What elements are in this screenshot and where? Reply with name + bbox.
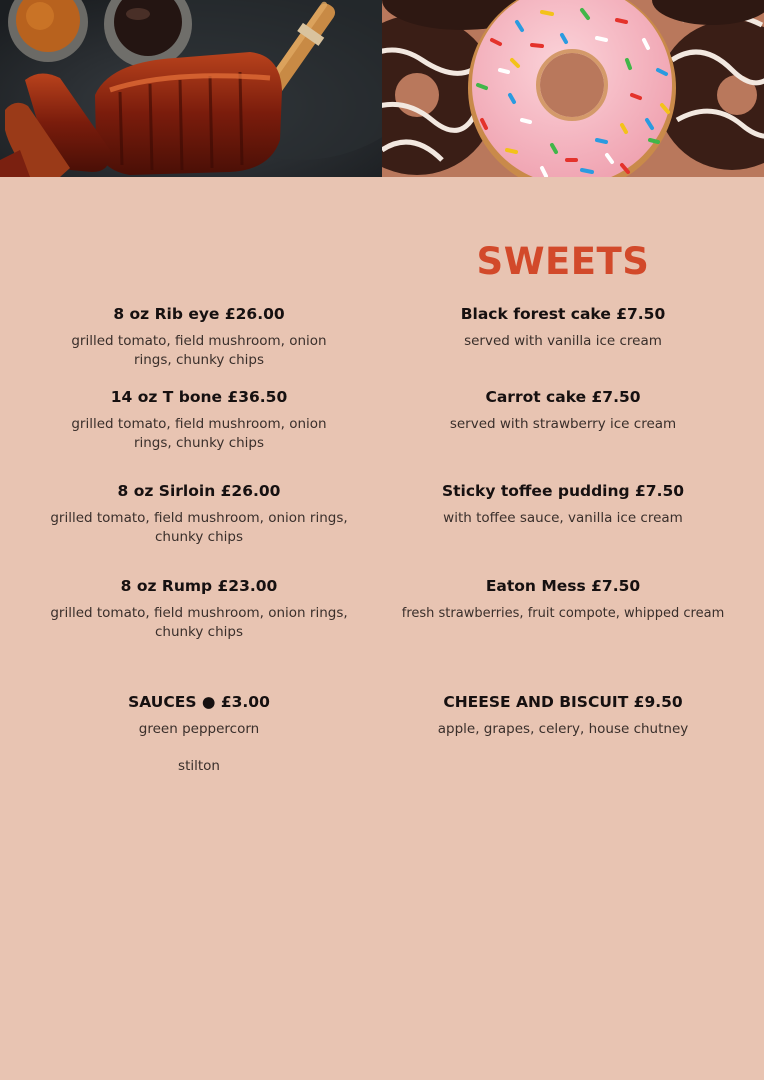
item-title: Sticky toffee pudding £7.50	[441, 482, 685, 500]
item-description: grilled tomato, field mushroom, onion rings, chunky chips	[50, 605, 348, 640]
item-title: Carrot cake £7.50	[485, 388, 641, 406]
cheese-title: CHEESE AND BISCUIT £9.50	[443, 693, 683, 711]
cheese-description: apple, grapes, celery, house chutney	[437, 721, 689, 737]
item-title: 14 oz T bone £36.50	[110, 388, 288, 406]
donuts-photo	[382, 0, 764, 177]
item-title: 8 oz Sirloin £26.00	[117, 482, 281, 500]
item-description: grilled tomato, field mushroom, onion rings, chunky chips	[71, 416, 327, 451]
item-description: with toffee sauce, vanilla ice cream	[443, 510, 683, 526]
sauces-section	[30, 692, 368, 776]
item-description: grilled tomato, field mushroom, onion rings, chunky chips	[71, 333, 327, 368]
sweet-item	[396, 481, 730, 528]
sweet-item	[396, 387, 730, 434]
item-description: fresh strawberries, fruit compote, whipped cream	[401, 606, 725, 621]
main-item	[30, 304, 368, 370]
sauce-option: green peppercorn	[138, 721, 260, 737]
cheese-section	[396, 692, 730, 739]
item-description: grilled tomato, field mushroom, onion rings, chunky chips	[50, 510, 348, 545]
item-title: 8 oz Rump £23.00	[120, 577, 278, 595]
item-title: 8 oz Rib eye £26.00	[113, 305, 285, 323]
sweet-item	[396, 304, 730, 351]
item-description: served with vanilla ice cream	[464, 333, 662, 349]
main-item	[30, 481, 368, 547]
sauces-title: SAUCES ● £3.00	[128, 693, 270, 711]
main-item	[30, 387, 368, 453]
sauce-option: stilton	[178, 758, 220, 774]
main-item	[30, 576, 368, 642]
item-title: Eaton Mess £7.50	[485, 577, 641, 595]
header-photos	[0, 0, 764, 177]
ribs-photo	[0, 0, 382, 177]
sweets-heading: SWEETS	[476, 240, 650, 283]
item-description: served with strawberry ice cream	[449, 416, 677, 432]
sweet-item	[396, 576, 730, 623]
item-title: Black forest cake £7.50	[460, 305, 666, 323]
